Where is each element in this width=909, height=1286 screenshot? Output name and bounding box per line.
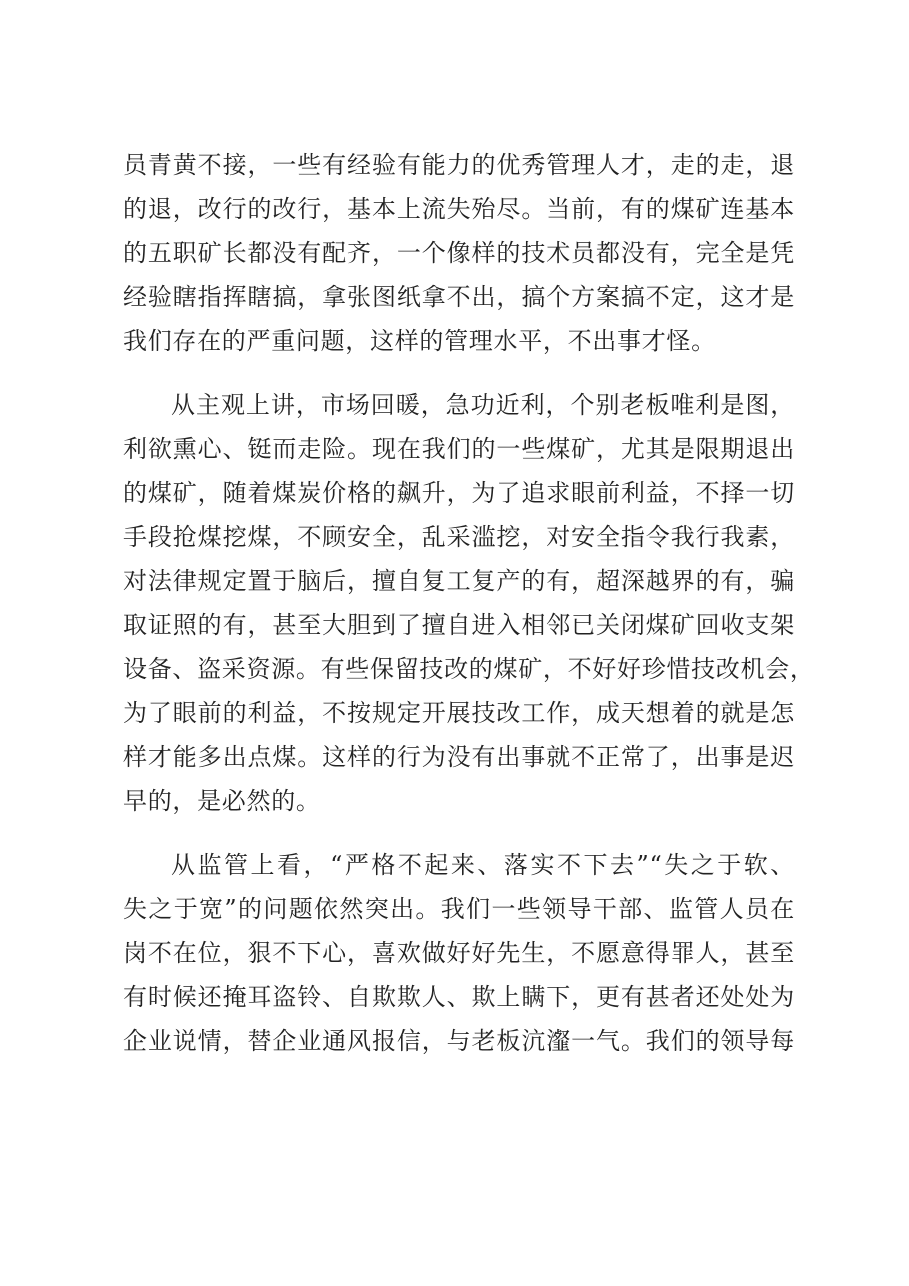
text-line: 样才能多出点煤。这样的行为没有出事就不正常了，出事是迟 (123, 743, 795, 771)
text-line: 的五职矿长都没有配齐，一个像样的技术员都没有，完全是凭 (123, 239, 795, 267)
text-line: 的退，改行的改行，基本上流失殆尽。当前，有的煤矿连基本 (123, 195, 795, 223)
paragraph-3 (123, 843, 795, 1063)
text-line: 员青黄不接，一些有经验有能力的优秀管理人才，走的走，退 (123, 151, 795, 179)
text-line: 岗不在位，狠不下心，喜欢做好好先生，不愿意得罪人，甚至 (123, 939, 795, 967)
text-line: 经验瞎指挥瞎搞，拿张图纸拿不出，搞个方案搞不定，这才是 (123, 283, 795, 311)
text-line: 我们存在的严重问题，这样的管理水平，不出事才怪。 (123, 327, 716, 355)
text-line: 的煤矿，随着煤炭价格的飙升，为了追求眼前利益，不择一切 (123, 479, 795, 507)
paragraph-gap (123, 363, 795, 383)
text-line: 利欲熏心、铤而走险。现在我们的一些煤矿，尤其是限期退出 (123, 435, 795, 463)
text-line: 从主观上讲，市场回暖，急功近利，个别老板唯利是图， (171, 391, 795, 419)
text-line: 企业说情，替企业通风报信，与老板沆瀣一气。我们的领导每 (123, 1027, 795, 1055)
paragraph-gap (123, 823, 795, 843)
text-line: 从监管上看，“严格不起来、落实不下去”“失之于软、 (171, 851, 795, 879)
text-line: 设备、盗采资源。有些保留技改的煤矿，不好好珍惜技改机会， (123, 655, 815, 683)
text-line: 有时候还掩耳盗铃、自欺欺人、欺上瞒下，更有甚者还处处为 (123, 983, 795, 1011)
paragraph-2 (123, 383, 815, 823)
text-line: 取证照的有，甚至大胆到了擅自进入相邻已关闭煤矿回收支架 (123, 611, 795, 639)
text-line: 对法律规定置于脑后，擅自复工复产的有，超深越界的有，骗 (123, 567, 795, 595)
text-line: 失之于宽”的问题依然突出。我们一些领导干部、监管人员在 (123, 895, 795, 923)
text-line: 手段抢煤挖煤，不顾安全，乱采滥挖，对安全指令我行我素， (123, 523, 795, 551)
text-line: 早的，是必然的。 (123, 787, 321, 815)
paragraph-1 (123, 143, 795, 363)
text-line: 为了眼前的利益，不按规定开展技改工作，成天想着的就是怎 (123, 699, 795, 727)
document-body (123, 143, 815, 1063)
